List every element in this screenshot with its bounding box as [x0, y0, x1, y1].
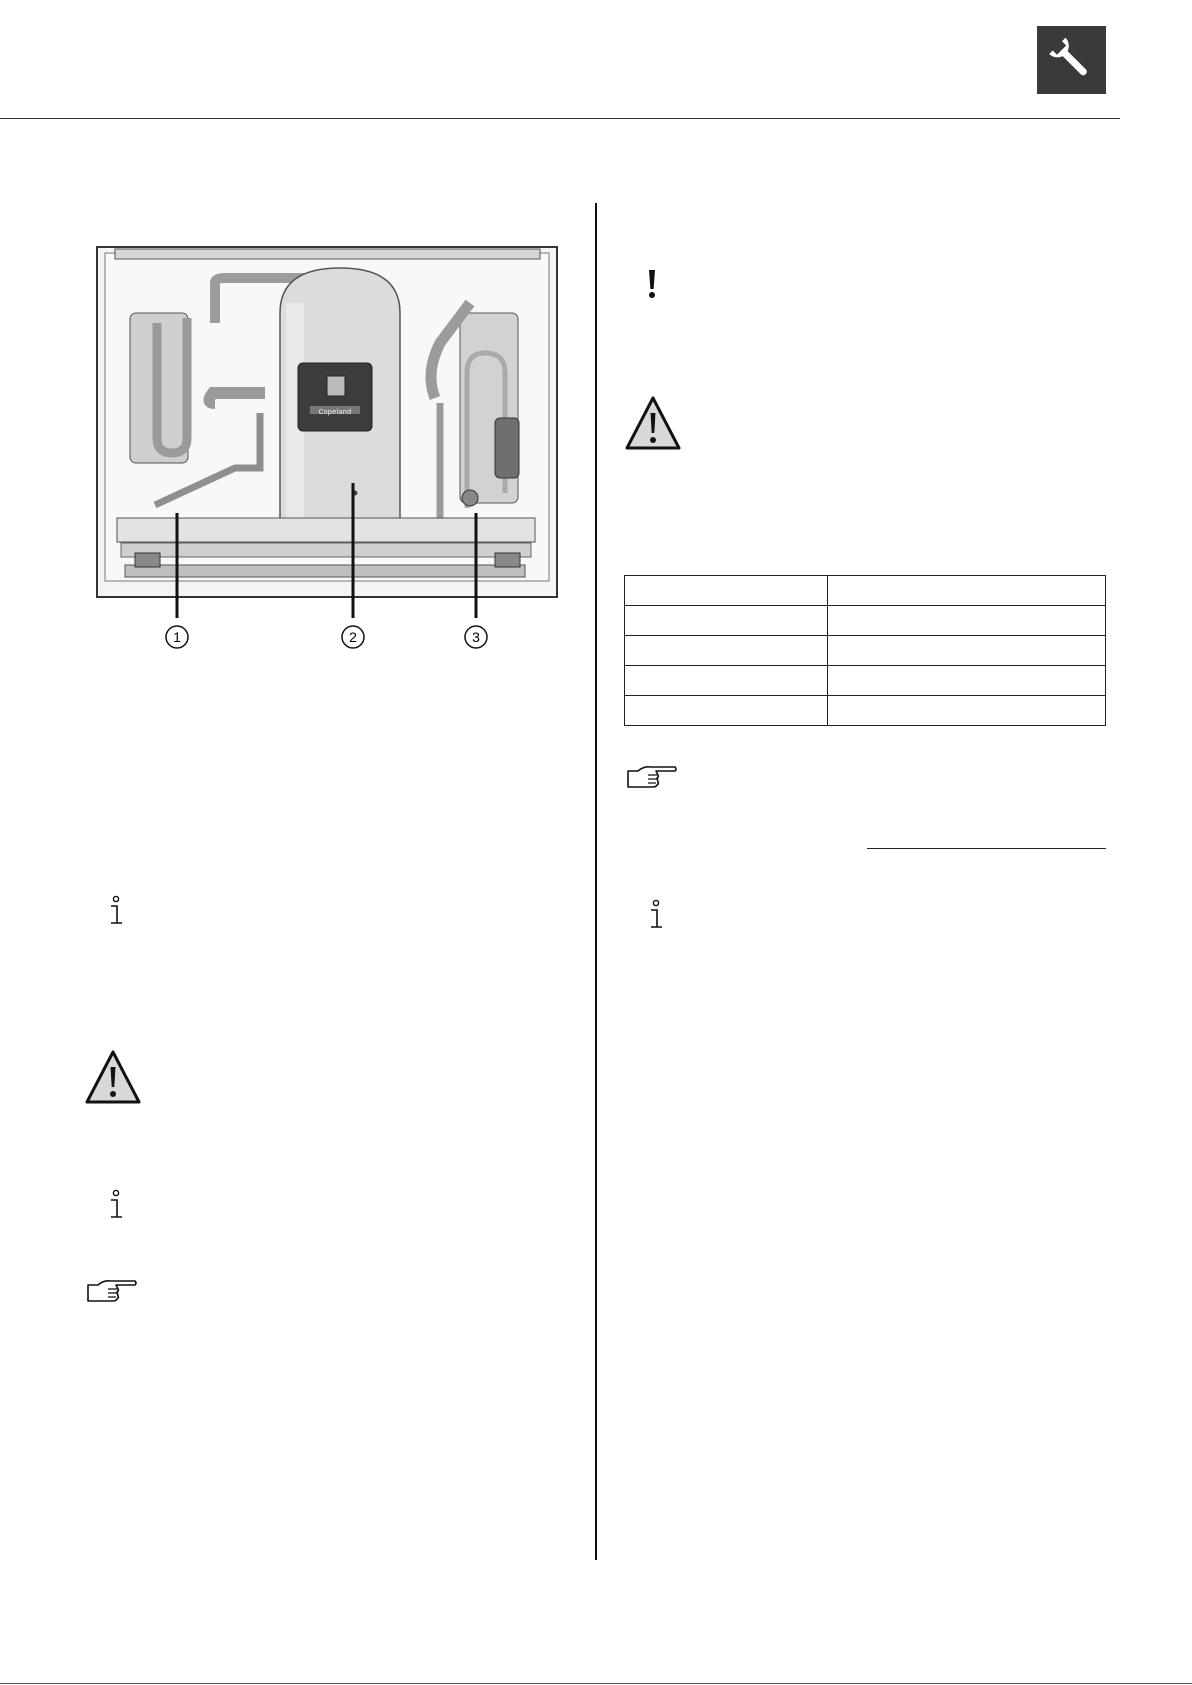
callout-2 — [342, 626, 364, 648]
specification-table — [624, 575, 1106, 726]
warning-triangle-icon — [624, 395, 682, 451]
callout-3 — [465, 626, 487, 648]
svg-text:3: 3 — [472, 629, 480, 645]
info-icon — [104, 895, 128, 927]
section-badge — [1037, 26, 1106, 94]
underline-rule — [867, 848, 1106, 849]
table-cell — [828, 576, 1106, 606]
table-row — [625, 636, 1106, 666]
table-cell — [828, 696, 1106, 726]
table-cell — [828, 666, 1106, 696]
column-divider — [595, 203, 597, 1560]
info-icon — [104, 1189, 128, 1221]
warning-triangle-icon — [84, 1049, 142, 1105]
compressor-figure — [95, 243, 560, 653]
info-icon — [644, 899, 668, 931]
table-cell — [625, 666, 828, 696]
header-divider — [0, 118, 1120, 119]
svg-text:Copeland: Copeland — [318, 408, 352, 416]
footer-divider — [0, 1683, 1192, 1684]
table-cell — [625, 636, 828, 666]
table-row — [625, 606, 1106, 636]
svg-text:2: 2 — [349, 629, 357, 645]
table-cell — [828, 636, 1106, 666]
table-row — [625, 696, 1106, 726]
table-row — [625, 666, 1106, 696]
table-cell — [625, 696, 828, 726]
wrench-icon — [1037, 26, 1106, 94]
table-cell — [625, 576, 828, 606]
pointing-hand-icon — [626, 763, 678, 789]
pointing-hand-icon — [86, 1277, 138, 1303]
table-row — [625, 576, 1106, 606]
table-cell — [828, 606, 1106, 636]
callout-1 — [166, 626, 188, 648]
svg-text:1: 1 — [173, 629, 181, 645]
table-cell — [625, 606, 828, 636]
exclamation-icon — [645, 268, 659, 300]
